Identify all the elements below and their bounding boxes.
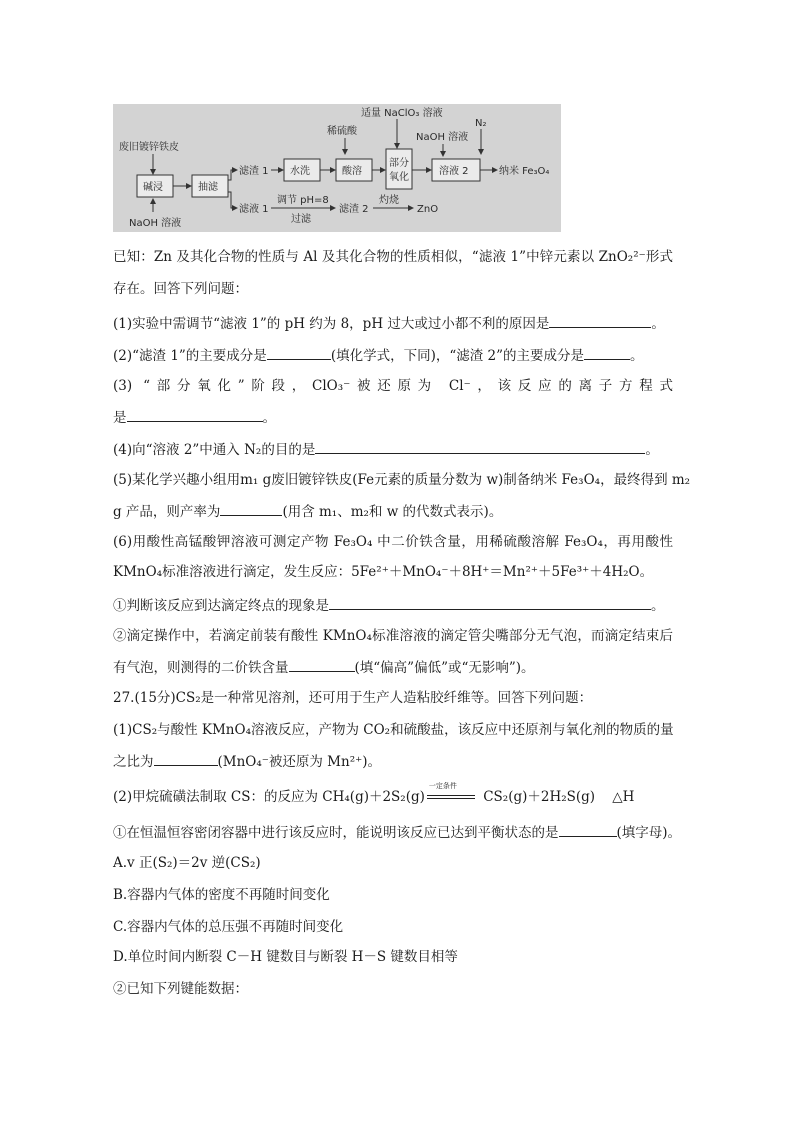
label-n2: N₂ (475, 118, 487, 129)
label-naoh: NaOH 溶液 (416, 132, 469, 143)
box-shuixi-label: 水洗 (290, 166, 310, 177)
label-naclo3: 适量 NaClO₃ 溶液 (361, 108, 443, 119)
question-3-line-1: (3) “部分氧化”阶段，ClO₃⁻被还原为 Cl⁻，该反应的离子方程式 (113, 378, 673, 394)
answer-blank (329, 595, 651, 610)
answer-blank (267, 345, 331, 360)
question-6-2-line-1: ②滴定操作中，若滴定前装有酸性 KMnO₄标准溶液的滴定管尖嘴部分无气泡，而滴定结束后 (113, 628, 673, 644)
label-lvzha2: 滤渣 2 (339, 204, 369, 215)
option-a: A.v 正(S₂)＝2v 逆(CS₂) (113, 855, 261, 871)
box-bufen (386, 149, 412, 189)
label-product-zno: ZnO (417, 204, 439, 215)
question-5-line-1: (5)某化学兴趣小组用m₁ g废旧镀锌铁皮(Fe元素的质量分数为 w)制备纳米 Fe₃O₄，最终得到 m₂ (113, 472, 691, 488)
question-4: (4)向“溶液 2”中通入 N₂的目的是 。 (113, 439, 659, 459)
bond-energy-line: ②已知下列键能数据： (113, 981, 248, 997)
question-3-line-2: 是 。 (113, 407, 276, 427)
question-6-line-2: KMnO₄标准溶液进行滴定，发生反应：5Fe²⁺＋MnO₄⁻＋8H⁺＝Mn²⁺＋5Fe³⁺＋4H₂O。 (113, 564, 654, 580)
question-27-2: (2)甲烷硫磺法制取 CS：的反应为 CH₄(g)＋2S₂(g) 一定条件 CS₂(g)＋2H₂S(g) △H (113, 782, 635, 805)
label-h2so4: 稀硫酸 (327, 126, 357, 137)
label-bottom-naoh: NaOH 溶液 (129, 218, 182, 229)
known-line-1: 已知：Zn 及其化合物的性质与 Al 及其化合物的性质相似，“滤液 1”中锌元素以 ZnO₂²⁻形式 (113, 249, 673, 265)
question-2: (2)“滤渣 1”的主要成分是 (填化学式，下同)，“滤渣 2”的主要成分是 。 (113, 345, 644, 365)
box-jianjin-label: 碱浸 (143, 182, 163, 193)
question-1: (1)实验中需调节“滤液 1”的 pH 约为 8，pH 过大或过小都不利的原因是 。 (113, 313, 665, 333)
question-27-1-line-2: 之比为 (MnO₄⁻被还原为 Mn²⁺)。 (113, 751, 381, 771)
box-bufen-label1: 部分 (389, 158, 409, 169)
box-chouly-label: 抽滤 (198, 182, 218, 193)
answer-blank (584, 345, 630, 360)
box-suanrong-label: 酸溶 (342, 166, 362, 177)
reversible-arrow: 一定条件 (425, 787, 479, 801)
question-6-line-1: (6)用酸性高锰酸钾溶液可测定产物 Fe₃O₄ 中二价铁含量，用稀硫酸溶解 Fe₃O₄，再用酸性 (113, 534, 673, 550)
label-product-fe3o4: 纳米 Fe₃O₄ (499, 166, 550, 177)
known-line-2: 存在。回答下列问题： (113, 281, 248, 297)
question-27-2-1: ①在恒温恒容密闭容器中进行该反应时，能说明该反应已达到平衡状态的是 (填字母)。 (113, 822, 681, 842)
label-adjust-top: 调节 pH=8 (277, 195, 329, 206)
answer-blank (549, 313, 651, 328)
label-lvzha1: 滤渣 1 (239, 166, 269, 177)
label-burn: 灼烧 (379, 195, 399, 206)
question-5-line-2: g 产品，则产率为 (用含 m₁、m₂和 w 的代数式表示)。 (113, 501, 502, 521)
option-c: C.容器内气体的总压强不再随时间变化 (113, 919, 344, 935)
box-rongye2-label: 溶液 2 (439, 166, 469, 177)
answer-blank (289, 657, 355, 672)
label-lvye1: 滤液 1 (239, 204, 269, 215)
option-d: D.单位时间内断裂 C－H 键数目与断裂 H－S 键数目相等 (113, 949, 458, 965)
answer-blank (220, 501, 282, 516)
question-6-1: ①判断该反应到达滴定终点的现象是 。 (113, 595, 665, 615)
process-flowchart (113, 104, 561, 232)
question-6-2-line-2: 有气泡，则测得的二价铁含量 (填“偏高”偏低”或“无影响”)。 (113, 657, 535, 677)
answer-blank (559, 822, 617, 837)
question-27-intro: 27.(15分)CS₂是一种常见溶剂，还可用于生产人造粘胶纤维等。回答下列问题： (113, 690, 593, 706)
option-b: B.容器内气体的密度不再随时间变化 (113, 887, 330, 903)
answer-blank (127, 407, 263, 422)
label-adjust-bottom: 过滤 (291, 214, 311, 225)
answer-blank (154, 751, 218, 766)
answer-blank (315, 439, 645, 454)
label-start: 废旧镀锌铁皮 (119, 142, 179, 153)
question-27-1-line-1: (1)CS₂与酸性 KMnO₄溶液反应，产物为 CO₂和硫酸盐，该反应中还原剂与氧化剂的物质的量 (113, 722, 674, 738)
box-bufen-label2: 氧化 (389, 172, 409, 183)
